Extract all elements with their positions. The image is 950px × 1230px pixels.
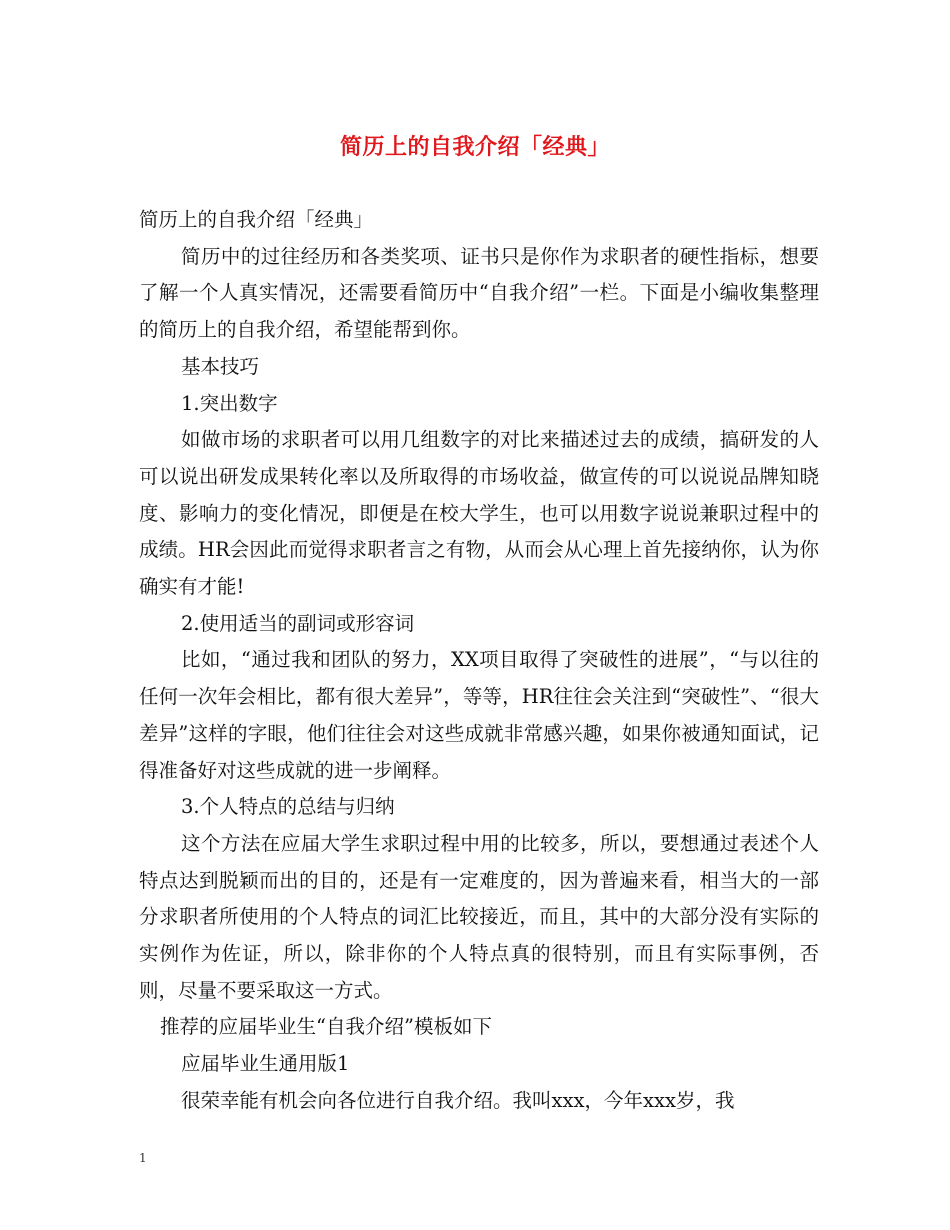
section-heading-basic-tips: 基本技巧 xyxy=(181,354,260,378)
tip-heading-1: 1.突出数字 xyxy=(181,391,278,415)
subtitle-line: 简历上的自我介绍「经典」 xyxy=(139,208,374,231)
template-heading: 推荐的应届毕业生“自我介绍”模板如下 xyxy=(160,1015,492,1039)
template-version-heading: 应届毕业生通用版1 xyxy=(181,1052,350,1076)
tip-paragraph-2: 比如，“通过我和团队的努力，XX项目取得了突破性的进展”，“与以往的任何一次年会相比，都有很大差异”，等等，HR往往会关注到“突破性”、“很大差异”这样的字眼，他们往往会对这些成就非常感兴趣，如果你被通知面试，记得准备好对这些成就的进一步阐释。 xyxy=(139,648,819,782)
intro-paragraph: 简历中的过往经历和各类奖项、证书只是你作为求职者的硬性指标，想要了解一个人真实情况，还需要看简历中“自我介绍”一栏。下面是小编收集整理的简历上的自我介绍，希望能帮到你。 xyxy=(139,244,819,342)
tip-heading-2: 2.使用适当的副词或形容词 xyxy=(181,611,415,635)
tip-heading-3: 3.个人特点的总结与归纳 xyxy=(181,795,395,819)
tip-paragraph-1: 如做市场的求职者可以用几组数字的对比来描述过去的成绩，搞研发的人可以说出研发成果转化率以及所取得的市场收益，做宣传的可以说说品牌知晓度、影响力的变化情况，即便是在校大学生，也可以用数字说说兼职过程中的成绩。HR会因此而觉得求职者言之有物，从而会从心理上首先接纳你，认为你确实有才能! xyxy=(139,428,819,599)
document-title: 简历上的自我介绍「经典」 xyxy=(339,134,610,160)
page-number: 1 xyxy=(139,1151,147,1165)
tip-paragraph-3: 这个方法在应届大学生求职过程中用的比较多，所以，要想通过表述个人特点达到脱颖而出的目的，还是有一定难度的，因为普遍来看，相当大的一部分求职者所使用的个人特点的词汇比较接近，而且，其中的大部分没有实际的实例作为佐证，所以，除非你的个人特点真的很特别，而且有实际事例，否则，尽量不要采取这一方式。 xyxy=(139,831,819,1002)
template-paragraph: 很荣幸能有机会向各位进行自我介绍。我叫xxx，今年xxx岁，我 xyxy=(181,1088,735,1112)
document-body xyxy=(139,202,819,1120)
